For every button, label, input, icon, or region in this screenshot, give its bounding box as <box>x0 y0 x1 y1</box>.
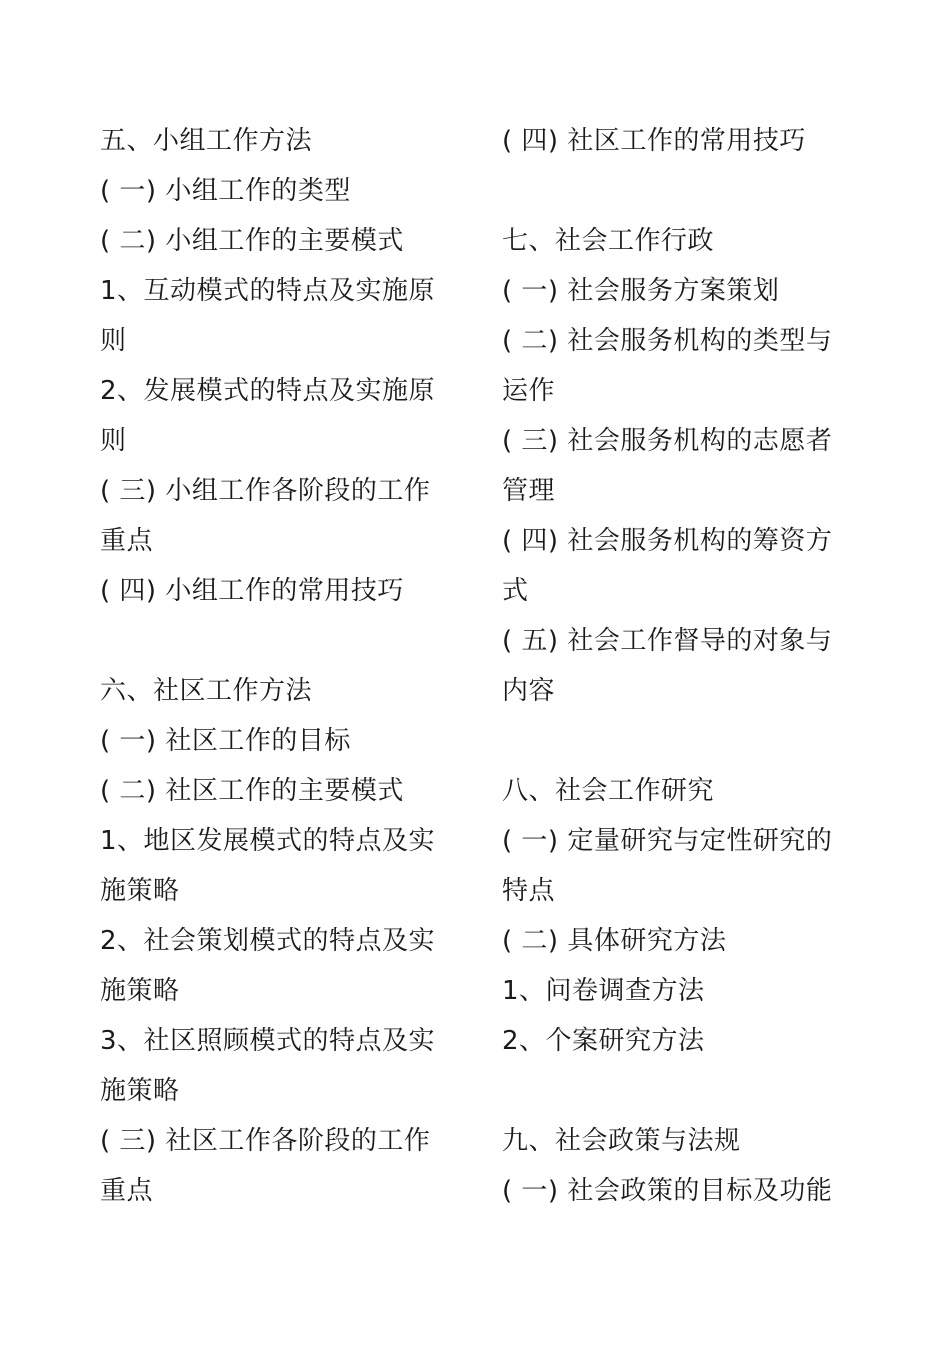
outline-item-continuation: 管理 <box>502 476 556 506</box>
outline-item-continuation: 则 <box>100 426 127 456</box>
outline-item-continuation: 施策略 <box>100 976 180 1006</box>
outline-item-continuation: 施策略 <box>100 876 180 906</box>
outline-item-continuation: 重点 <box>100 526 154 556</box>
outline-item: 2、发展模式的特点及实施原 <box>100 376 436 406</box>
outline-item-continuation: 运作 <box>502 376 556 406</box>
outline-item: ( 四) 社会服务机构的筹资方 <box>502 526 833 556</box>
outline-item: ( 一) 社会政策的目标及功能 <box>502 1176 833 1206</box>
outline-item: 2、个案研究方法 <box>502 1026 705 1056</box>
outline-item: ( 三) 社会服务机构的志愿者 <box>502 426 833 456</box>
blank-line <box>100 616 445 666</box>
blank-line <box>502 166 837 216</box>
outline-item: ( 三) 小组工作各阶段的工作 <box>100 476 431 506</box>
outline-item: ( 二) 社会服务机构的类型与 <box>502 326 833 356</box>
outline-item-continuation: 内容 <box>502 676 556 706</box>
outline-item: ( 二) 具体研究方法 <box>502 926 727 956</box>
outline-item-continuation: 施策略 <box>100 1076 180 1106</box>
outline-item: 2、社会策划模式的特点及实 <box>100 926 436 956</box>
outline-item: 1、地区发展模式的特点及实 <box>100 826 436 856</box>
outline-item-continuation: 式 <box>502 576 529 606</box>
outline-item: 1、互动模式的特点及实施原 <box>100 276 436 306</box>
outline-item: ( 一) 定量研究与定性研究的 <box>502 826 833 856</box>
heading-group-work-methods: 五、小组工作方法 <box>100 126 313 156</box>
heading-social-policy-and-law: 九、社会政策与法规 <box>502 1126 741 1156</box>
outline-item: ( 三) 社区工作各阶段的工作 <box>100 1126 431 1156</box>
outline-item: ( 四) 小组工作的常用技巧 <box>100 576 404 606</box>
outline-item: ( 四) 社区工作的常用技巧 <box>502 126 806 156</box>
right-column <box>502 116 837 1216</box>
left-column <box>100 116 445 1216</box>
outline-item: ( 二) 小组工作的主要模式 <box>100 226 404 256</box>
outline-item-continuation: 重点 <box>100 1176 154 1206</box>
outline-item: ( 一) 社会服务方案策划 <box>502 276 780 306</box>
outline-item: 3、社区照顾模式的特点及实 <box>100 1026 436 1056</box>
outline-item: ( 二) 社区工作的主要模式 <box>100 776 404 806</box>
blank-line <box>502 716 837 766</box>
heading-social-work-research: 八、社会工作研究 <box>502 776 715 806</box>
outline-item: 1、问卷调查方法 <box>502 976 705 1006</box>
outline-item: ( 一) 社区工作的目标 <box>100 726 351 756</box>
outline-item: ( 一) 小组工作的类型 <box>100 176 351 206</box>
heading-community-work-methods: 六、社区工作方法 <box>100 676 313 706</box>
outline-item: ( 五) 社会工作督导的对象与 <box>502 626 833 656</box>
heading-social-work-administration: 七、社会工作行政 <box>502 226 715 256</box>
blank-line <box>502 1066 837 1116</box>
outline-item-continuation: 特点 <box>502 876 556 906</box>
outline-item-continuation: 则 <box>100 326 127 356</box>
